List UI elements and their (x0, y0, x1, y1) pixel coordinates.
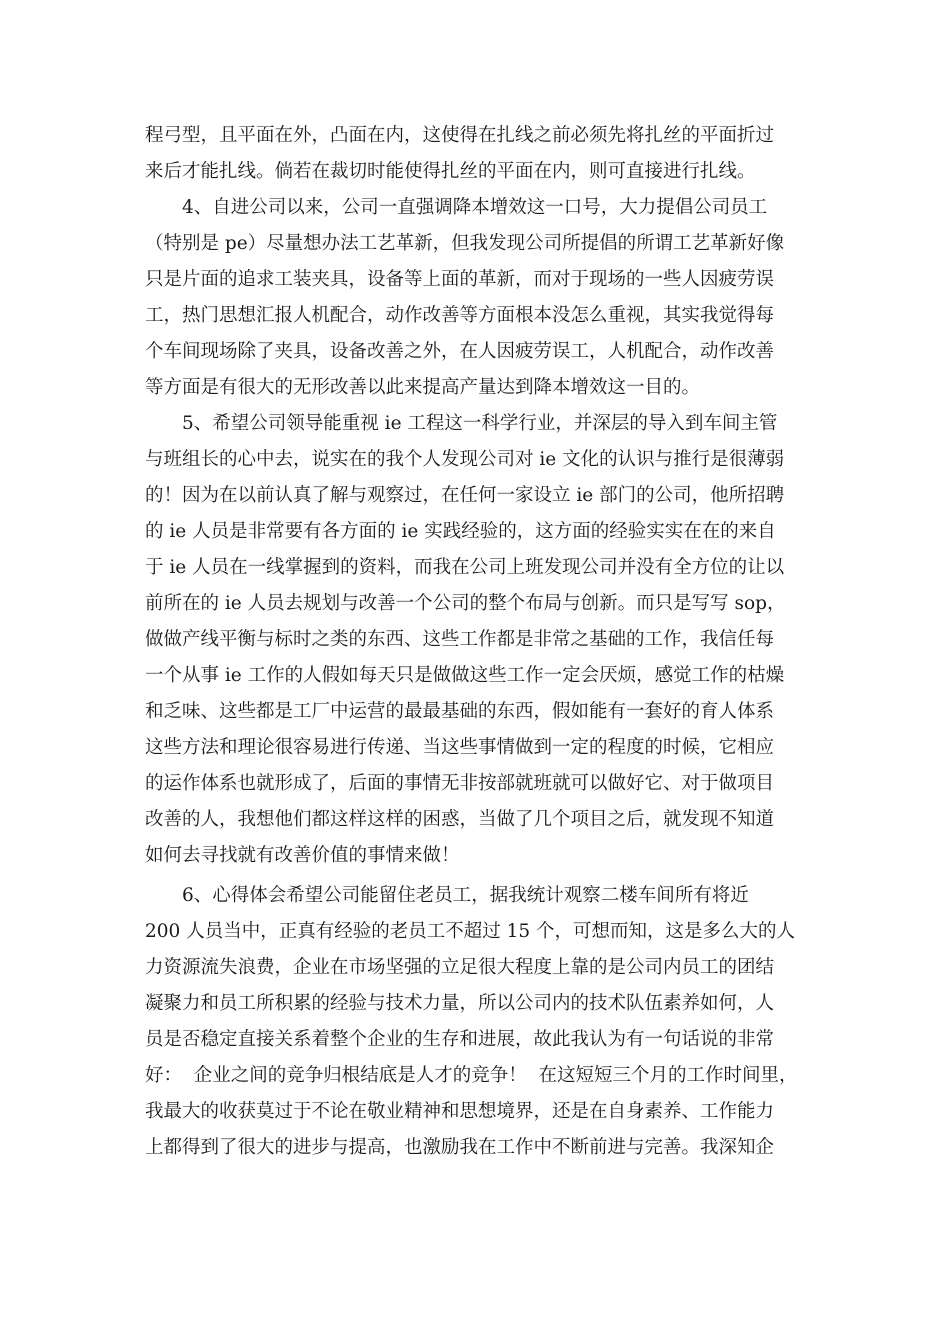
text-line: 的！因为在以前认真了解与观察过，在任何一家设立 ie 部门的公司，他所招聘 (145, 485, 785, 506)
text-line: 做做产线平衡与标时之类的东西、这些工作都是非常之基础的工作，我信任每 (145, 629, 775, 650)
text-line: 我最大的收获莫过于不论在敬业精神和思想境界，还是在自身素养、工作能力 (145, 1101, 775, 1122)
text-line: （特别是 pe）尽量想办法工艺革新，但我发现公司所提倡的所谓工艺革新好像 (145, 233, 785, 254)
text-line: 来后才能扎线。倘若在裁切时能使得扎丝的平面在内，则可直接进行扎线。 (145, 161, 756, 182)
text-line: 前所在的 ie 人员去规划与改善一个公司的整个布局与创新。而只是写写 sop， (145, 593, 786, 614)
text-line: 和乏味、这些都是工厂中运营的最最基础的东西，假如能有一套好的育人体系 (145, 701, 775, 722)
text-line: 个车间现场除了夹具，设备改善之外，在人因疲劳误工，人机配合，动作改善 (145, 341, 775, 362)
text-line: 力资源流失浪费，企业在市场坚强的立足很大程度上靠的是公司内员工的团结 (145, 957, 775, 978)
text-line: 的 ie 人员是非常要有各方面的 ie 实践经验的，这方面的经验实实在在的来自 (145, 521, 776, 542)
text-line: 好： 企业之间的竞争归根结底是人才的竞争！ 在这短短三个月的工作时间里， (145, 1065, 798, 1086)
text-line: 只是片面的追求工装夹具，设备等上面的革新，而对于现场的一些人因疲劳误 (145, 269, 775, 290)
text-line: 一个从事 ie 工作的人假如每天只是做做这些工作一定会厌烦，感觉工作的枯燥 (145, 665, 785, 686)
text-line: 凝聚力和员工所积累的经验与技术力量，所以公司内的技术队伍素养如何，人 (145, 993, 775, 1014)
paragraph-4-start: 4、自进公司以来，公司一直强调降本增效这一口号，大力提倡公司员工 (182, 197, 768, 218)
text-line: 上都得到了很大的进步与提高，也激励我在工作中不断前进与完善。我深知企 (145, 1137, 775, 1158)
text-line: 200 人员当中，正真有经验的老员工不超过 15 个，可想而知，这是多么大的人 (145, 921, 795, 942)
text-line: 员是否稳定直接关系着整个企业的生存和进展，故此我认为有一句话说的非常 (145, 1029, 775, 1050)
text-line: 于 ie 人员在一线掌握到的资料，而我在公司上班发现公司并没有全方位的让以 (145, 557, 785, 578)
text-line: 工，热门思想汇报人机配合，动作改善等方面根本没怎么重视，其实我觉得每 (145, 305, 775, 326)
text-line: 程弓型，且平面在外，凸面在内，这使得在扎线之前必须先将扎丝的平面折过 (145, 125, 775, 146)
text-line: 如何去寻找就有改善价值的事情来做！ (145, 845, 460, 866)
paragraph-5-start: 5、希望公司领导能重视 ie 工程这一科学行业，并深层的导入到车间主管 (182, 413, 778, 434)
text-line: 改善的人，我想他们都这样这样的困惑，当做了几个项目之后，就发现不知道 (145, 809, 775, 830)
paragraph-6-start: 6、心得体会希望公司能留住老员工，据我统计观察二楼车间所有将近 (182, 885, 749, 906)
text-line: 这些方法和理论很容易进行传递、当这些事情做到一定的程度的时候，它相应 (145, 737, 775, 758)
text-line: 与班组长的心中去，说实在的我个人发现公司对 ie 文化的认识与推行是很薄弱 (145, 449, 785, 470)
text-line: 等方面是有很大的无形改善以此来提高产量达到降本增效这一目的。 (145, 377, 701, 398)
text-line: 的运作体系也就形成了，后面的事情无非按部就班就可以做好它、对于做项目 (145, 773, 775, 794)
